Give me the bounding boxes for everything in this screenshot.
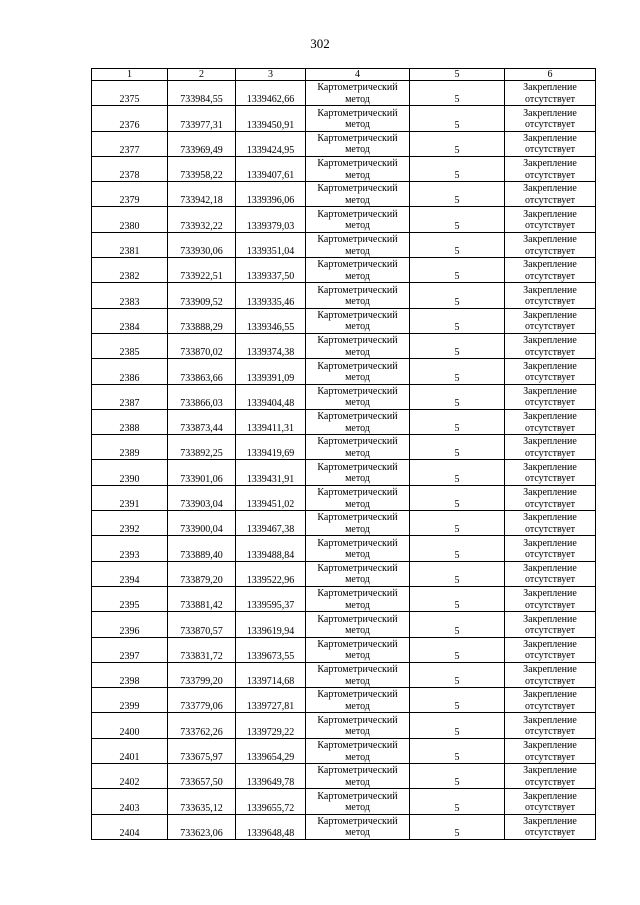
y-coordinate: 1339450,91 xyxy=(236,106,306,131)
fixing-description: Закрепление отсутствует xyxy=(505,283,596,308)
column-header: 1 xyxy=(92,69,168,81)
x-coordinate: 733635,12 xyxy=(168,789,236,814)
accuracy: 5 xyxy=(410,511,505,536)
point-number: 2399 xyxy=(92,688,168,713)
fixing-description: Закрепление отсутствует xyxy=(505,384,596,409)
fixing-description: Закрепление отсутствует xyxy=(505,637,596,662)
x-coordinate: 733863,66 xyxy=(168,359,236,384)
fixing-description: Закрепление отсутствует xyxy=(505,435,596,460)
y-coordinate: 1339467,38 xyxy=(236,511,306,536)
column-header: 6 xyxy=(505,69,596,81)
point-number: 2395 xyxy=(92,586,168,611)
method: Картометрический метод xyxy=(306,232,410,257)
y-coordinate: 1339337,50 xyxy=(236,258,306,283)
table-row xyxy=(92,460,596,485)
accuracy: 5 xyxy=(410,586,505,611)
fixing-description: Закрепление отсутствует xyxy=(505,409,596,434)
accuracy: 5 xyxy=(410,435,505,460)
x-coordinate: 733922,51 xyxy=(168,258,236,283)
fixing-description: Закрепление отсутствует xyxy=(505,81,596,106)
table-row xyxy=(92,764,596,789)
point-number: 2387 xyxy=(92,384,168,409)
y-coordinate: 1339379,03 xyxy=(236,207,306,232)
accuracy: 5 xyxy=(410,536,505,561)
x-coordinate: 733657,50 xyxy=(168,764,236,789)
fixing-description: Закрепление отсутствует xyxy=(505,131,596,156)
method: Картометрический метод xyxy=(306,662,410,687)
method: Картометрический метод xyxy=(306,814,410,839)
table-row xyxy=(92,561,596,586)
fixing-description: Закрепление отсутствует xyxy=(505,536,596,561)
accuracy: 5 xyxy=(410,485,505,510)
y-coordinate: 1339351,04 xyxy=(236,232,306,257)
y-coordinate: 1339729,22 xyxy=(236,713,306,738)
x-coordinate: 733866,03 xyxy=(168,384,236,409)
x-coordinate: 733984,55 xyxy=(168,81,236,106)
fixing-description: Закрепление отсутствует xyxy=(505,207,596,232)
x-coordinate: 733932,22 xyxy=(168,207,236,232)
y-coordinate: 1339419,69 xyxy=(236,435,306,460)
table-row xyxy=(92,435,596,460)
fixing-description: Закрепление отсутствует xyxy=(505,713,596,738)
column-header: 4 xyxy=(306,69,410,81)
method: Картометрический метод xyxy=(306,156,410,181)
method: Картометрический метод xyxy=(306,258,410,283)
table-row xyxy=(92,106,596,131)
point-number: 2404 xyxy=(92,814,168,839)
table-row xyxy=(92,662,596,687)
table-row xyxy=(92,333,596,358)
page-number: 302 xyxy=(310,36,330,51)
y-coordinate: 1339648,48 xyxy=(236,814,306,839)
x-coordinate: 733831,72 xyxy=(168,637,236,662)
method: Картометрический метод xyxy=(306,713,410,738)
accuracy: 5 xyxy=(410,738,505,763)
point-number: 2379 xyxy=(92,182,168,207)
fixing-description: Закрепление отсутствует xyxy=(505,232,596,257)
y-coordinate: 1339714,68 xyxy=(236,662,306,687)
point-number: 2376 xyxy=(92,106,168,131)
fixing-description: Закрепление отсутствует xyxy=(505,460,596,485)
accuracy: 5 xyxy=(410,106,505,131)
coordinates-table xyxy=(91,68,596,840)
x-coordinate: 733909,52 xyxy=(168,283,236,308)
fixing-description: Закрепление отсутствует xyxy=(505,156,596,181)
accuracy: 5 xyxy=(410,409,505,434)
x-coordinate: 733930,06 xyxy=(168,232,236,257)
method: Картометрический метод xyxy=(306,333,410,358)
y-coordinate: 1339654,29 xyxy=(236,738,306,763)
fixing-description: Закрепление отсутствует xyxy=(505,586,596,611)
y-coordinate: 1339346,55 xyxy=(236,308,306,333)
fixing-description: Закрепление отсутствует xyxy=(505,308,596,333)
table-row xyxy=(92,789,596,814)
fixing-description: Закрепление отсутствует xyxy=(505,738,596,763)
table-row xyxy=(92,283,596,308)
point-number: 2393 xyxy=(92,536,168,561)
fixing-description: Закрепление отсутствует xyxy=(505,612,596,637)
method: Картометрический метод xyxy=(306,612,410,637)
method: Картометрический метод xyxy=(306,131,410,156)
point-number: 2403 xyxy=(92,789,168,814)
method: Картометрический метод xyxy=(306,561,410,586)
method: Картометрический метод xyxy=(306,789,410,814)
table-row xyxy=(92,131,596,156)
fixing-description: Закрепление отсутствует xyxy=(505,764,596,789)
x-coordinate: 733623,06 xyxy=(168,814,236,839)
y-coordinate: 1339595,37 xyxy=(236,586,306,611)
y-coordinate: 1339649,78 xyxy=(236,764,306,789)
table-row xyxy=(92,81,596,106)
method: Картометрический метод xyxy=(306,764,410,789)
accuracy: 5 xyxy=(410,662,505,687)
x-coordinate: 733969,49 xyxy=(168,131,236,156)
y-coordinate: 1339431,91 xyxy=(236,460,306,485)
y-coordinate: 1339407,61 xyxy=(236,156,306,181)
x-coordinate: 733879,20 xyxy=(168,561,236,586)
point-number: 2386 xyxy=(92,359,168,384)
point-number: 2382 xyxy=(92,258,168,283)
point-number: 2375 xyxy=(92,81,168,106)
y-coordinate: 1339619,94 xyxy=(236,612,306,637)
fixing-description: Закрепление отсутствует xyxy=(505,333,596,358)
x-coordinate: 733977,31 xyxy=(168,106,236,131)
point-number: 2377 xyxy=(92,131,168,156)
fixing-description: Закрепление отсутствует xyxy=(505,688,596,713)
x-coordinate: 733901,06 xyxy=(168,460,236,485)
method: Картометрический метод xyxy=(306,738,410,763)
table-row xyxy=(92,637,596,662)
method: Картометрический метод xyxy=(306,106,410,131)
method: Картометрический метод xyxy=(306,359,410,384)
method: Картометрический метод xyxy=(306,536,410,561)
method: Картометрический метод xyxy=(306,182,410,207)
y-coordinate: 1339655,72 xyxy=(236,789,306,814)
column-header: 5 xyxy=(410,69,505,81)
accuracy: 5 xyxy=(410,81,505,106)
point-number: 2402 xyxy=(92,764,168,789)
column-header: 2 xyxy=(168,69,236,81)
method: Картометрический метод xyxy=(306,637,410,662)
method: Картометрический метод xyxy=(306,207,410,232)
point-number: 2383 xyxy=(92,283,168,308)
method: Картометрический метод xyxy=(306,586,410,611)
table-row xyxy=(92,688,596,713)
table-row xyxy=(92,586,596,611)
method: Картометрический метод xyxy=(306,688,410,713)
table-body xyxy=(92,69,596,840)
accuracy: 5 xyxy=(410,283,505,308)
fixing-description: Закрепление отсутствует xyxy=(505,561,596,586)
x-coordinate: 733873,44 xyxy=(168,409,236,434)
table-row xyxy=(92,511,596,536)
method: Картометрический метод xyxy=(306,384,410,409)
y-coordinate: 1339391,09 xyxy=(236,359,306,384)
point-number: 2381 xyxy=(92,232,168,257)
y-coordinate: 1339335,46 xyxy=(236,283,306,308)
fixing-description: Закрепление отсутствует xyxy=(505,182,596,207)
method: Картометрический метод xyxy=(306,81,410,106)
y-coordinate: 1339522,96 xyxy=(236,561,306,586)
accuracy: 5 xyxy=(410,460,505,485)
x-coordinate: 733881,42 xyxy=(168,586,236,611)
point-number: 2384 xyxy=(92,308,168,333)
y-coordinate: 1339462,66 xyxy=(236,81,306,106)
accuracy: 5 xyxy=(410,561,505,586)
point-number: 2388 xyxy=(92,409,168,434)
point-number: 2400 xyxy=(92,713,168,738)
point-number: 2380 xyxy=(92,207,168,232)
accuracy: 5 xyxy=(410,156,505,181)
table-row xyxy=(92,182,596,207)
x-coordinate: 733958,22 xyxy=(168,156,236,181)
method: Картометрический метод xyxy=(306,435,410,460)
fixing-description: Закрепление отсутствует xyxy=(505,485,596,510)
column-header: 3 xyxy=(236,69,306,81)
table-row xyxy=(92,738,596,763)
accuracy: 5 xyxy=(410,713,505,738)
x-coordinate: 733889,40 xyxy=(168,536,236,561)
x-coordinate: 733870,02 xyxy=(168,333,236,358)
table-row xyxy=(92,384,596,409)
x-coordinate: 733903,04 xyxy=(168,485,236,510)
y-coordinate: 1339374,38 xyxy=(236,333,306,358)
table-row xyxy=(92,409,596,434)
x-coordinate: 733675,97 xyxy=(168,738,236,763)
accuracy: 5 xyxy=(410,814,505,839)
x-coordinate: 733942,18 xyxy=(168,182,236,207)
point-number: 2397 xyxy=(92,637,168,662)
table-row xyxy=(92,258,596,283)
y-coordinate: 1339411,31 xyxy=(236,409,306,434)
x-coordinate: 733892,25 xyxy=(168,435,236,460)
accuracy: 5 xyxy=(410,308,505,333)
accuracy: 5 xyxy=(410,688,505,713)
table-row xyxy=(92,156,596,181)
point-number: 2396 xyxy=(92,612,168,637)
accuracy: 5 xyxy=(410,789,505,814)
x-coordinate: 733799,20 xyxy=(168,662,236,687)
point-number: 2394 xyxy=(92,561,168,586)
x-coordinate: 733762,26 xyxy=(168,713,236,738)
table-row xyxy=(92,485,596,510)
table-row xyxy=(92,207,596,232)
table-header-row xyxy=(92,69,596,81)
point-number: 2391 xyxy=(92,485,168,510)
accuracy: 5 xyxy=(410,764,505,789)
fixing-description: Закрепление отсутствует xyxy=(505,814,596,839)
y-coordinate: 1339424,95 xyxy=(236,131,306,156)
x-coordinate: 733779,06 xyxy=(168,688,236,713)
accuracy: 5 xyxy=(410,207,505,232)
method: Картометрический метод xyxy=(306,511,410,536)
method: Картометрический метод xyxy=(306,409,410,434)
method: Картометрический метод xyxy=(306,485,410,510)
x-coordinate: 733900,04 xyxy=(168,511,236,536)
y-coordinate: 1339727,81 xyxy=(236,688,306,713)
point-number: 2401 xyxy=(92,738,168,763)
point-number: 2378 xyxy=(92,156,168,181)
table-row xyxy=(92,232,596,257)
fixing-description: Закрепление отсутствует xyxy=(505,511,596,536)
y-coordinate: 1339396,06 xyxy=(236,182,306,207)
method: Картометрический метод xyxy=(306,283,410,308)
table-row xyxy=(92,359,596,384)
accuracy: 5 xyxy=(410,333,505,358)
accuracy: 5 xyxy=(410,359,505,384)
accuracy: 5 xyxy=(410,258,505,283)
point-number: 2389 xyxy=(92,435,168,460)
y-coordinate: 1339488,84 xyxy=(236,536,306,561)
point-number: 2392 xyxy=(92,511,168,536)
fixing-description: Закрепление отсутствует xyxy=(505,662,596,687)
point-number: 2385 xyxy=(92,333,168,358)
method: Картометрический метод xyxy=(306,308,410,333)
x-coordinate: 733870,57 xyxy=(168,612,236,637)
table-row xyxy=(92,308,596,333)
fixing-description: Закрепление отсутствует xyxy=(505,359,596,384)
table-row xyxy=(92,612,596,637)
method: Картометрический метод xyxy=(306,460,410,485)
point-number: 2398 xyxy=(92,662,168,687)
y-coordinate: 1339673,55 xyxy=(236,637,306,662)
fixing-description: Закрепление отсутствует xyxy=(505,789,596,814)
fixing-description: Закрепление отсутствует xyxy=(505,258,596,283)
accuracy: 5 xyxy=(410,182,505,207)
accuracy: 5 xyxy=(410,384,505,409)
table-row xyxy=(92,713,596,738)
accuracy: 5 xyxy=(410,612,505,637)
accuracy: 5 xyxy=(410,232,505,257)
table-row xyxy=(92,814,596,839)
y-coordinate: 1339451,02 xyxy=(236,485,306,510)
fixing-description: Закрепление отсутствует xyxy=(505,106,596,131)
accuracy: 5 xyxy=(410,131,505,156)
point-number: 2390 xyxy=(92,460,168,485)
y-coordinate: 1339404,48 xyxy=(236,384,306,409)
accuracy: 5 xyxy=(410,637,505,662)
x-coordinate: 733888,29 xyxy=(168,308,236,333)
table-row xyxy=(92,536,596,561)
